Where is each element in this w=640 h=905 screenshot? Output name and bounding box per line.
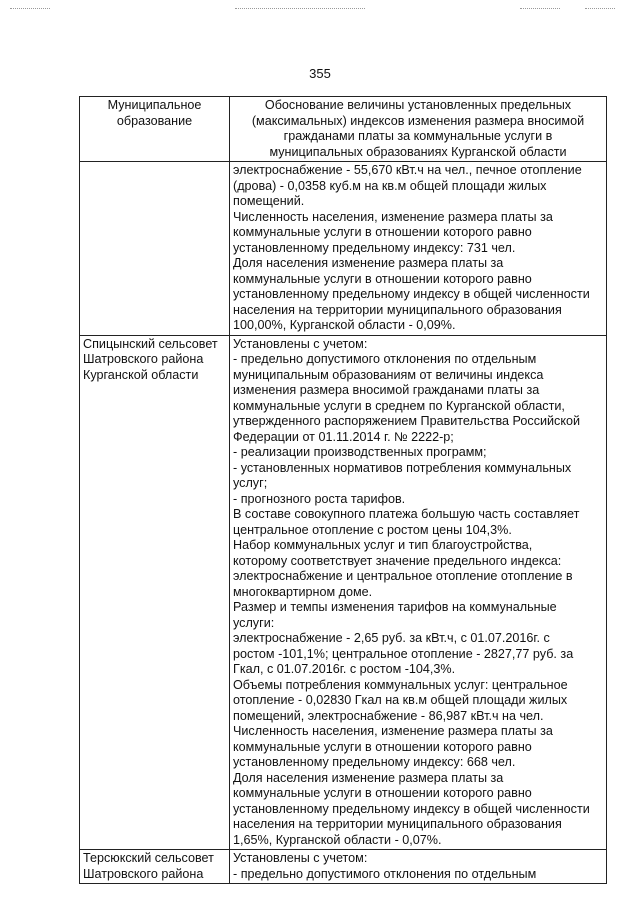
municipality-cell: Терсюкский сельсовет Шатровского района <box>80 850 230 884</box>
page-number: 355 <box>309 66 331 81</box>
table-row <box>80 850 607 884</box>
table-header-row <box>80 97 607 162</box>
municipal-index-table <box>79 96 607 884</box>
municipality-cell: Спицынский сельсовет Шатровского района Курганской области <box>80 335 230 850</box>
header-municipality: Муниципальное образование <box>80 97 230 162</box>
scan-artifact-marks <box>0 8 640 12</box>
table-row <box>80 335 607 850</box>
header-justification: Обоснование величины установленных предельных (максимальных) индексов изменения размера вносимой гражданами платы за коммунальные услуги в муниципальных образованиях Курганской области <box>230 97 607 162</box>
justification-cell: Установлены с учетом: - предельно допустимого отклонения по отдельным <box>230 850 607 884</box>
justification-cell: электроснабжение - 55,670 кВт.ч на чел., печное отопление (дрова) - 0,0358 куб.м на кв.м общей площади жилых помещений. Численность населения, изменение размера платы за коммунальные услуги в отношении которого равно установленному предельному индексу: 731 чел. Доля населения изменение размера платы за коммунальные услуги в отношении которого равно установленному предельному индексу в общей численности населения на территории муниципального образования 100,00%, Курганской области - 0,09%. <box>230 162 607 336</box>
table-row <box>80 162 607 336</box>
justification-cell: Установлены с учетом: - предельно допустимого отклонения по отдельным муниципальным образованиям от величины индекса изменения размера вносимой гражданами платы за коммунальные услуги в среднем по Курганской области, утвержденного распоряжением Правительства Российской Федерации от 01.11.2014 г. № 2222-р; - реализации производственных программ; - установленных нормативов потребления коммунальных услуг; - прогнозного роста тарифов. В составе совокупного платежа большую часть составляет центральное отопление с ростом цены 104,3%. Набор коммунальных услуг и тип благоустройства, которому соответствует значение предельного индекса: электроснабжение и центральное отопление отопление в многоквартирном доме. Размер и темпы изменения тарифов на коммунальные услуги: электроснабжение - 2,65 руб. за кВт.ч, с 01.07.2016г. с ростом -101,1%; центральное отопление - 2827,77 руб. за Гкал, с 01.07.2016г. с ростом -104,3%. Объемы потребления коммунальных услуг: центральное отопление - 0,02830 Гкал на кв.м общей площади жилых помещений, электроснабжение - 86,987 кВт.ч на чел. Численность населения, изменение размера платы за коммунальные услуги в отношении которого равно установленному предельному индексу: 668 чел. Доля населения изменение размера платы за коммунальные услуги в отношении которого равно установленному предельному индексу в общей численности населения на территории муниципального образования 1,65%, Курганской области - 0,07%. <box>230 335 607 850</box>
municipality-cell <box>80 162 230 336</box>
